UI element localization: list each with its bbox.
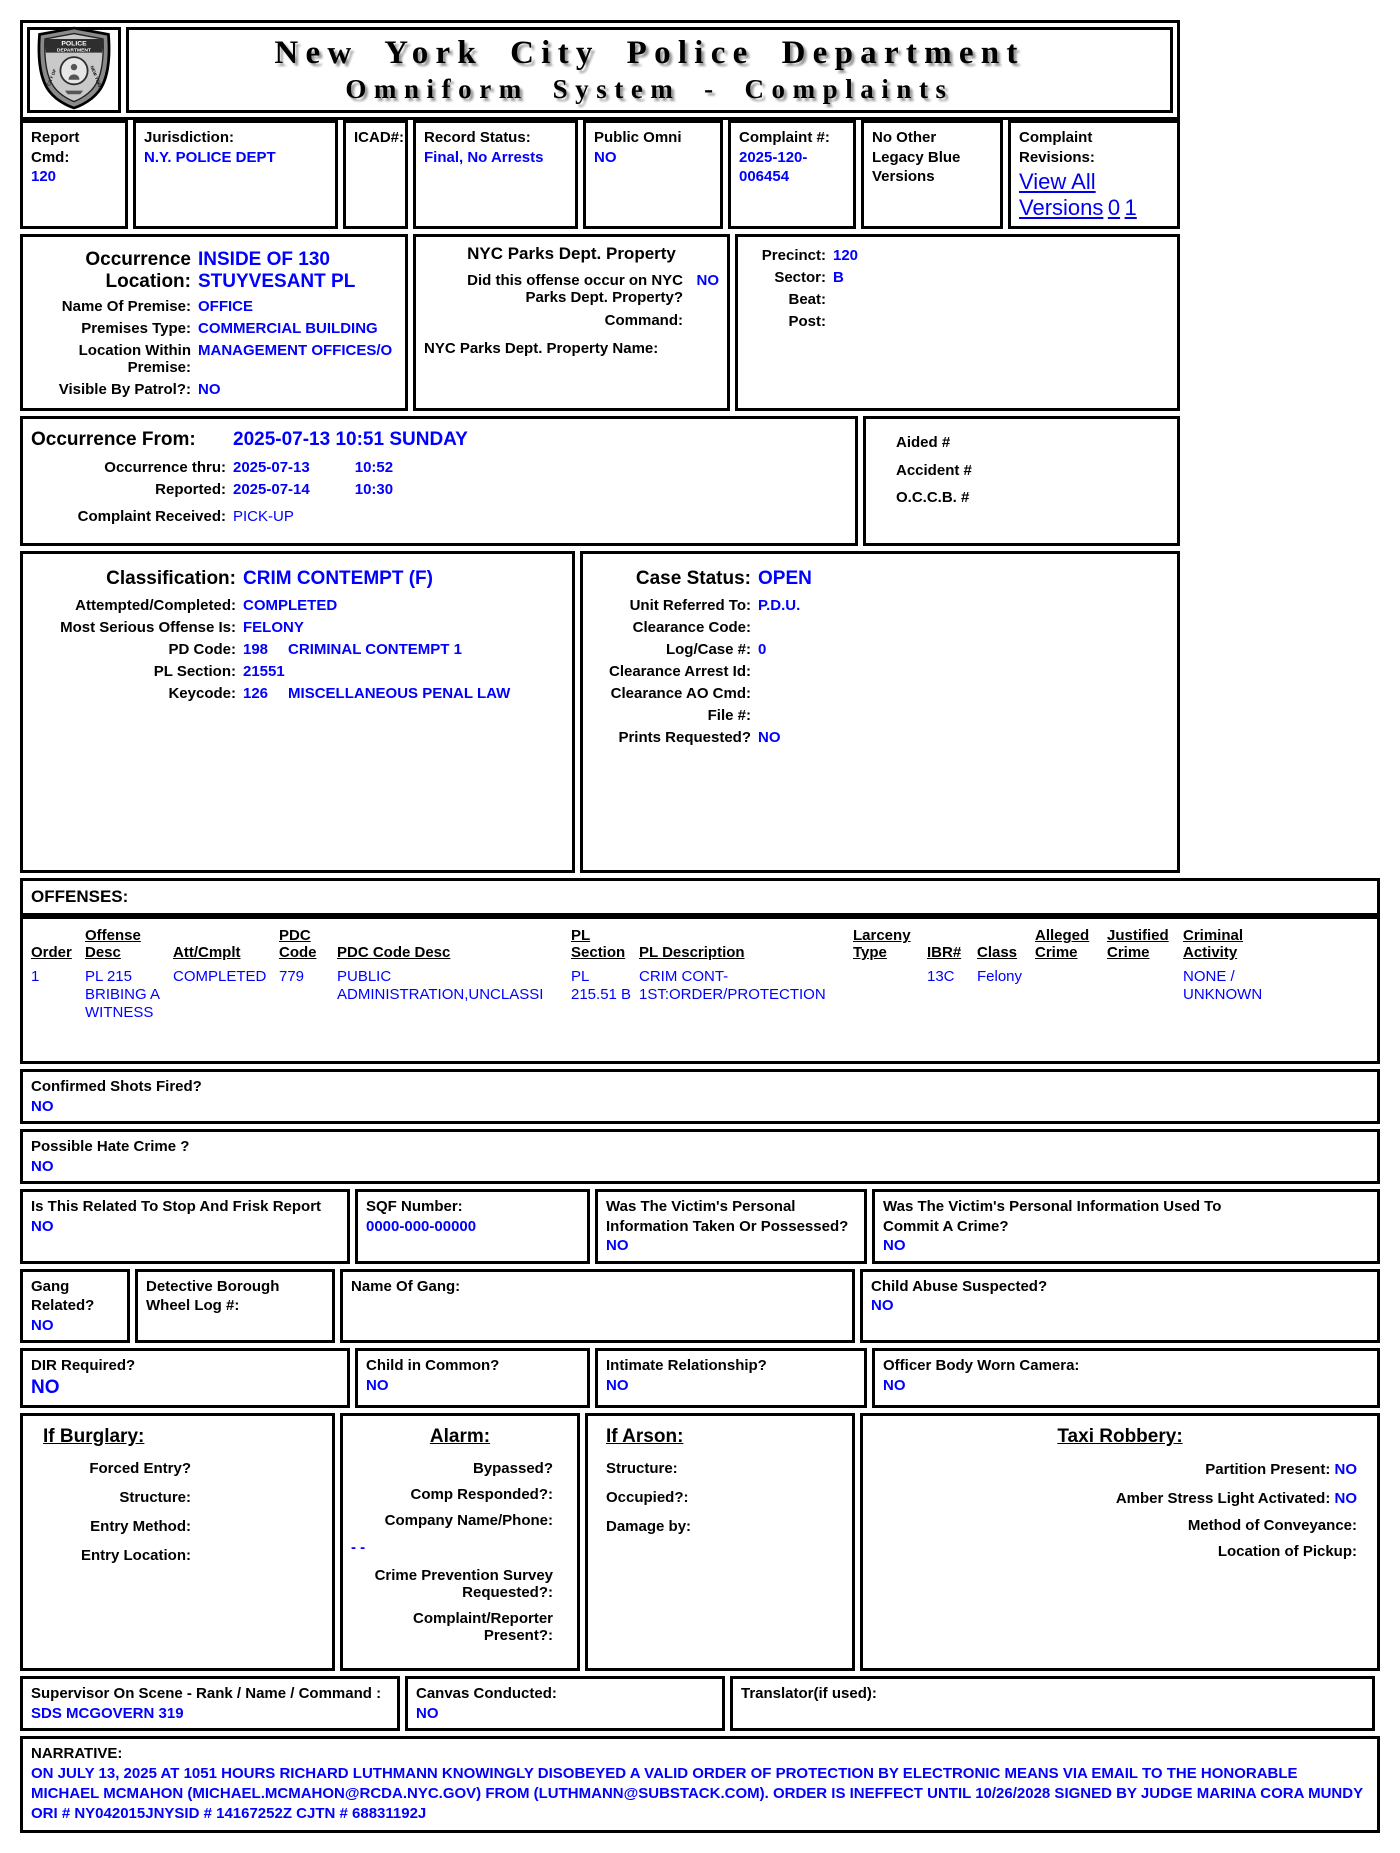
pd-code-label: PD Code: <box>168 641 236 658</box>
file-number-label: File #: <box>707 707 751 724</box>
record-status-label: Record Status: <box>424 129 531 146</box>
sqf-number-value: 0000-000-00000 <box>366 1217 477 1235</box>
gang-related-value: NO <box>31 1316 54 1334</box>
col-offense-desc: Offense Desc <box>85 927 141 962</box>
premises-type-value: COMMERCIAL BUILDING <box>198 320 378 337</box>
forced-entry-label: Forced Entry? <box>89 1460 191 1478</box>
dir-required-box <box>20 1348 350 1408</box>
amber-light-row <box>871 1489 1357 1509</box>
nypd-shield-icon <box>35 25 113 116</box>
field-complaint-revisions <box>1008 120 1180 229</box>
beat-label: Beat: <box>788 291 826 308</box>
report-cmd-label: Report Cmd: <box>31 129 80 166</box>
hate-crime-box <box>20 1129 1380 1184</box>
field-complaint-number <box>728 120 856 229</box>
occurrence-thru-value: 2025-07-13 10:52 <box>233 459 394 476</box>
arson-occupied-label: Occupied?: <box>606 1489 689 1507</box>
reported-label: Reported: <box>155 481 226 498</box>
attempted-completed-value: COMPLETED <box>243 597 338 614</box>
entry-location-label: Entry Location: <box>80 1547 191 1565</box>
svg-text:CITY OF: CITY OF <box>46 67 58 87</box>
precinct-value: 120 <box>833 247 859 264</box>
case-status-value: OPEN <box>758 568 812 589</box>
sqf-number-box <box>355 1189 590 1264</box>
field-legacy-versions <box>861 120 1003 229</box>
amber-light-value: NO <box>1334 1489 1357 1507</box>
icad-label: ICAD#: <box>354 129 405 146</box>
classification-box <box>20 551 575 873</box>
col-att-cmplt: Att/Cmplt <box>173 944 241 962</box>
prints-requested-label: Prints Requested? <box>618 729 751 746</box>
victim-info-taken-box <box>595 1189 867 1264</box>
supervisor-label: Supervisor On Scene - Rank / Name / Command : <box>31 1685 382 1703</box>
report-cmd-value: 120 <box>31 168 57 185</box>
name-of-gang-label: Name Of Gang: <box>351 1277 461 1295</box>
canvas-conducted-label: Canvas Conducted: <box>416 1685 557 1703</box>
col-criminal-activity: Criminal Activity <box>1183 927 1244 962</box>
legacy-versions-label: No Other Legacy Blue Versions <box>872 129 961 185</box>
taxi-robbery-box <box>860 1413 1380 1671</box>
svg-text:POLICE: POLICE <box>61 39 87 47</box>
victim-info-used-box <box>872 1189 1380 1264</box>
child-abuse-label: Child Abuse Suspected? <box>871 1277 1048 1295</box>
victim-info-used-label: Was The Victim's Personal Information Used To Commit A Crime? <box>883 1198 1222 1235</box>
col-order: Order <box>31 944 72 962</box>
clearance-arrest-id-label: Clearance Arrest Id: <box>608 663 751 680</box>
supervisor-value: SDS MCGOVERN 319 <box>31 1704 184 1722</box>
arson-damage-by-label: Damage by: <box>606 1518 692 1536</box>
if-arson-box <box>585 1413 855 1671</box>
field-report-cmd <box>20 120 128 229</box>
unit-referred-label: Unit Referred To: <box>629 597 751 614</box>
canvas-conducted-value: NO <box>416 1704 439 1722</box>
accident-number-label: Accident # <box>896 461 972 479</box>
detective-borough-label: Detective Borough Wheel Log #: <box>146 1277 280 1315</box>
intimate-relationship-value: NO <box>606 1376 629 1394</box>
field-icad <box>343 120 408 229</box>
offense-justified-crime <box>1107 968 1177 1022</box>
offense-desc: PL 215 BRIBING A WITNESS <box>85 967 160 1021</box>
occb-number-label: O.C.C.B. # <box>896 489 970 506</box>
case-status-label: Case Status: <box>635 568 751 589</box>
offense-alleged-crime <box>1035 968 1101 1022</box>
offense-criminal-activity: NONE / UNKNOWN <box>1183 967 1263 1003</box>
keycode-label: Keycode: <box>168 685 236 702</box>
jurisdiction-label: Jurisdiction: <box>144 129 235 146</box>
canvas-conducted-box <box>405 1676 725 1731</box>
col-larceny-type: Larceny Type <box>853 927 911 962</box>
svg-text:NEW YORK: NEW YORK <box>89 64 104 90</box>
sector-label: Sector: <box>774 269 826 286</box>
offense-order: 1 <box>31 967 40 985</box>
complaint-revisions-label: Complaint Revisions: <box>1019 129 1095 166</box>
reported-value: 2025-07-14 10:30 <box>233 481 394 498</box>
offenses-section-header <box>20 878 1380 916</box>
premises-type-label: Premises Type: <box>81 320 191 337</box>
keycode-value: 126 MISCELLANEOUS PENAL LAW <box>243 685 511 702</box>
sector-value: B <box>833 269 844 286</box>
stop-frisk-value: NO <box>31 1217 54 1235</box>
version-1-link[interactable]: 1 <box>1124 195 1137 220</box>
child-in-common-box <box>355 1348 590 1408</box>
victim-info-used-value: NO <box>883 1237 906 1255</box>
name-of-gang-box <box>340 1269 855 1344</box>
premise-name-label: Name Of Premise: <box>61 298 191 315</box>
aided-number-label: Aided # <box>896 434 951 451</box>
unit-referred-value: P.D.U. <box>758 597 801 614</box>
narrative-label: NARRATIVE: <box>31 1745 123 1763</box>
occurrence-location-label: Occurrence Location: <box>85 249 191 292</box>
if-arson-title: If Arson: <box>606 1426 684 1448</box>
classification-label: Classification: <box>106 568 236 589</box>
victim-info-taken-value: NO <box>606 1237 629 1255</box>
location-within-value: MANAGEMENT OFFICES/O <box>198 342 393 359</box>
post-label: Post: <box>788 313 826 330</box>
field-record-status <box>413 120 578 229</box>
stop-frisk-box <box>20 1189 350 1264</box>
report-title-box <box>126 27 1173 113</box>
col-ibr: IBR# <box>927 944 962 962</box>
intimate-relationship-label: Intimate Relationship? <box>606 1357 767 1375</box>
dir-required-value: NO <box>31 1376 60 1398</box>
offenses-table-header <box>31 927 1369 962</box>
alarm-title: Alarm: <box>429 1426 491 1448</box>
child-abuse-value: NO <box>871 1297 894 1315</box>
col-pdc-code-desc: PDC Code Desc <box>337 944 451 962</box>
clearance-ao-cmd-label: Clearance AO Cmd: <box>610 685 751 702</box>
supervisor-on-scene-box <box>20 1676 400 1731</box>
parks-question-value: NO <box>696 272 719 289</box>
offenses-table <box>20 916 1380 1064</box>
stop-frisk-label: Is This Related To Stop And Frisk Report <box>31 1198 322 1216</box>
occurrence-from-value: 2025-07-13 10:51 SUNDAY <box>233 429 468 450</box>
narrative-text: ON JULY 13, 2025 AT 1051 HOURS RICHARD LUTHMANN KNOWINGLY DISOBEYED A VALID ORDER OF PROTECTION BY ELECTRONIC MEANS VIA EMAIL TO THE HONORABLE MICHAEL MCMAHON (MICHAEL.MCMAHON@RCDA.NYC.GOV) FROM (LUTHMANN@SUBSTACK.COM). ORDER IS INEFFECT UNTIL 10/26/2028 SIGNED BY JUDGE MARINA CORA MUNDY ORI # NY042015JNYSID # 14167252Z CJTN # 68831192J <box>31 1764 1363 1823</box>
pl-section-label: PL Section: <box>153 663 236 680</box>
parks-question-label: Did this offense occur on NYC Parks Dept. Property? <box>467 272 683 306</box>
offense-att-cmplt: COMPLETED <box>173 967 267 985</box>
case-status-box <box>580 551 1180 873</box>
aided-box <box>863 416 1180 546</box>
hate-crime-label: Possible Hate Crime ? <box>31 1138 190 1156</box>
offense-pl-section: PL 215.51 B <box>571 967 632 1003</box>
dir-required-label: DIR Required? <box>31 1357 136 1375</box>
omniform-complaint-report <box>20 20 1380 1833</box>
col-pl-section: PL Section <box>571 927 626 962</box>
comp-responded-label: Comp Responded?: <box>410 1486 553 1504</box>
sqf-number-label: SQF Number: <box>366 1198 463 1216</box>
visible-by-patrol-label: Visible By Patrol?: <box>58 381 191 398</box>
location-of-pickup-label: Location of Pickup: <box>1217 1543 1357 1561</box>
company-name-phone-label: Company Name/Phone: <box>384 1512 553 1530</box>
premise-name-value: OFFICE <box>198 298 253 315</box>
page-subtitle: Omniform System - Complaints <box>345 74 954 104</box>
partition-present-row <box>871 1460 1357 1480</box>
pl-section-value: 21551 <box>243 663 285 680</box>
jurisdiction-value: N.Y. POLICE DEPT <box>144 148 276 166</box>
if-burglary-box <box>20 1413 335 1671</box>
company-name-phone-value: - - <box>351 1539 366 1557</box>
nypd-logo <box>27 27 121 113</box>
partition-present-value: NO <box>1334 1461 1357 1479</box>
hate-crime-value: NO <box>31 1157 54 1175</box>
offense-pdc-code: 779 <box>279 967 305 985</box>
occurrence-location-box <box>20 234 408 411</box>
complaint-received-value: PICK-UP <box>233 508 294 525</box>
pd-code-value: 198 CRIMINAL CONTEMPT 1 <box>243 641 462 658</box>
offense-ibr: 13C <box>927 967 955 985</box>
burglary-structure-label: Structure: <box>119 1489 191 1507</box>
public-omni-value: NO <box>594 148 617 166</box>
translator-box <box>730 1676 1375 1731</box>
offense-pdc-code-desc: PUBLIC ADMINISTRATION,UNCLASSI <box>337 967 544 1003</box>
if-burglary-title: If Burglary: <box>43 1426 145 1448</box>
intimate-relationship-box <box>595 1348 867 1408</box>
offenses-section-label: OFFENSES: <box>31 887 129 906</box>
occurrence-thru-label: Occurrence thru: <box>104 459 226 476</box>
method-of-conveyance-label: Method of Conveyance: <box>1187 1517 1357 1535</box>
offense-class: Felony <box>977 967 1023 985</box>
offense-row <box>31 968 1369 1022</box>
complaint-number-label: Complaint #: <box>739 129 830 146</box>
col-alleged-crime: Alleged Crime <box>1035 927 1090 962</box>
complaint-received-label: Complaint Received: <box>77 508 226 525</box>
occurrence-from-label: Occurrence From: <box>31 429 196 450</box>
classification-value: CRIM CONTEMPT (F) <box>243 568 433 589</box>
log-case-value: 0 <box>758 641 767 658</box>
occurrence-location-value: INSIDE OF 130 STUYVESANT PL <box>198 249 356 292</box>
page-title: New York City Police Department <box>274 35 1025 71</box>
col-pl-description: PL Description <box>639 944 745 962</box>
visible-by-patrol-value: NO <box>198 381 221 398</box>
precinct-box <box>735 234 1180 411</box>
body-worn-camera-label: Officer Body Worn Camera: <box>883 1357 1080 1375</box>
complaint-number-value: 2025-120-006454 <box>739 148 808 185</box>
reporter-present-label: Complaint/Reporter Present?: <box>412 1609 553 1644</box>
shots-fired-value: NO <box>31 1097 54 1115</box>
child-abuse-box <box>860 1269 1380 1344</box>
prints-requested-value: NO <box>758 729 781 746</box>
child-in-common-label: Child in Common? <box>366 1357 500 1375</box>
child-in-common-value: NO <box>366 1376 389 1394</box>
translator-label: Translator(if used): <box>741 1685 877 1703</box>
most-serious-offense-value: FELONY <box>243 619 304 636</box>
crime-prevention-survey-label: Crime Prevention Survey Requested?: <box>374 1566 553 1601</box>
field-jurisdiction <box>133 120 338 229</box>
col-justified-crime: Justified Crime <box>1107 927 1169 962</box>
svg-text:DEPARTMENT: DEPARTMENT <box>56 47 92 54</box>
col-class: Class <box>977 944 1018 962</box>
clearance-code-label: Clearance Code: <box>632 619 751 636</box>
partition-present-label: Partition Present: <box>1205 1461 1331 1479</box>
nyc-parks-box <box>413 234 730 411</box>
log-case-label: Log/Case #: <box>665 641 751 658</box>
most-serious-offense-label: Most Serious Offense Is: <box>60 619 236 636</box>
col-pdc-code: PDC Code <box>279 927 317 962</box>
parks-property-name-label: NYC Parks Dept. Property Name: <box>424 340 659 357</box>
victim-info-taken-label: Was The Victim's Personal Information Taken Or Possessed? <box>606 1198 849 1235</box>
amber-light-label: Amber Stress Light Activated: <box>1115 1489 1331 1507</box>
body-worn-camera-box <box>872 1348 1380 1408</box>
parks-command-label: Command: <box>604 312 683 329</box>
occurrence-times-box <box>20 416 858 546</box>
narrative-box <box>20 1736 1380 1832</box>
entry-method-label: Entry Method: <box>90 1518 191 1536</box>
gang-related-box <box>20 1269 130 1344</box>
attempted-completed-label: Attempted/Completed: <box>75 597 236 614</box>
alarm-box <box>340 1413 580 1671</box>
gang-related-label: Gang Related? <box>31 1277 95 1315</box>
location-within-label: Location Within Premise: <box>78 342 191 376</box>
version-0-link[interactable]: 0 <box>1107 195 1121 220</box>
shots-fired-label: Confirmed Shots Fired? <box>31 1078 202 1096</box>
view-all-versions-link[interactable]: View All Versions <box>1019 169 1104 220</box>
precinct-label: Precinct: <box>761 247 826 264</box>
taxi-robbery-title: Taxi Robbery: <box>1057 1426 1183 1448</box>
body-worn-camera-value: NO <box>883 1376 906 1394</box>
record-status-value: Final, No Arrests <box>424 148 544 166</box>
arson-structure-label: Structure: <box>606 1460 678 1478</box>
offense-larceny-type <box>853 968 921 1022</box>
field-public-omni <box>583 120 723 229</box>
offense-pl-description: CRIM CONT-1ST:ORDER/PROTECTION <box>639 967 826 1003</box>
parks-title: NYC Parks Dept. Property <box>467 244 676 263</box>
report-header <box>20 20 1180 120</box>
detective-borough-box <box>135 1269 335 1344</box>
shots-fired-box <box>20 1069 1380 1124</box>
alarm-bypassed-label: Bypassed? <box>472 1460 553 1478</box>
public-omni-label: Public Omni <box>594 129 682 146</box>
